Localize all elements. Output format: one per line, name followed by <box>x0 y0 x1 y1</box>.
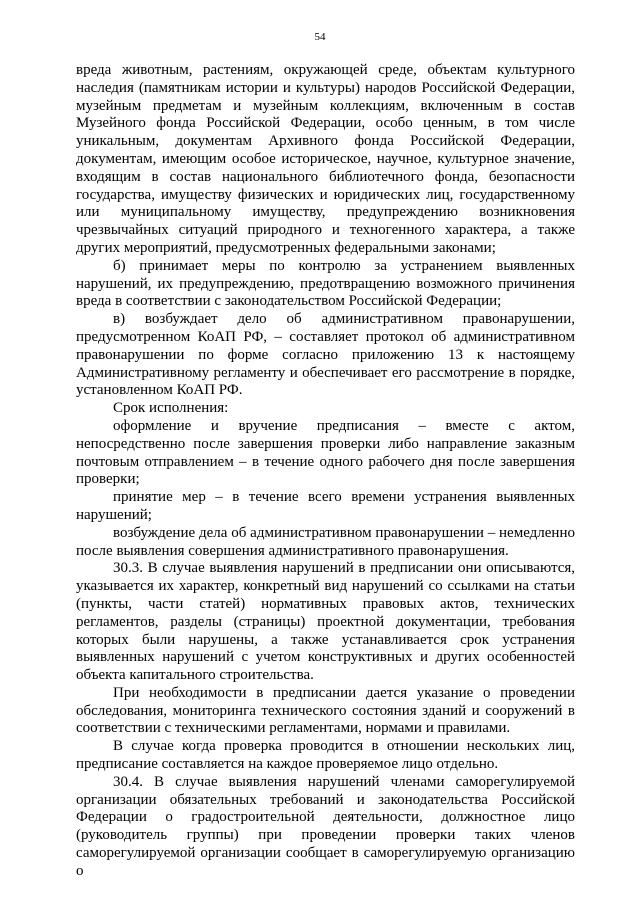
paragraph-multiple-persons: В случае когда проверка проводится в отношении нескольких лиц, предписание составляется на каждое проверяемое лицо отдельно. <box>76 738 575 773</box>
paragraph-inspection-note: При необходимости в предписании дается указание о проведении обследования, мониторинга технического состояния зданий и сооружений в соответствии с техническими регламентами, нормами и правилами. <box>76 684 575 737</box>
page-number: 54 <box>314 31 326 43</box>
paragraph-30-3: 30.3. В случае выявления нарушений в предписании они описываются, указывается их характер, конкретный вид нарушений со ссылками на статьи (пункты, части статей) нормативных правовых актов, технических регламентов, разделы (страницы) проектной документации, требования которых были нарушены, а также устанавливается срок устранения выявленных нарушений с учетом конструктивных и других особенностей объекта капитального строительства. <box>76 560 575 684</box>
paragraph-deadline-heading: Срок исполнения: <box>113 400 229 417</box>
paragraph-item-b: б) принимает меры по контролю за устранением выявленных нарушений, их предупреждению, предотвращению возможного причинения вреда в соответствии с законодательством Российской Федерации; <box>76 257 575 310</box>
paragraph-deadline-case: возбуждение дела об административном правонарушении – немедленно после выявления совершения административного правонарушения. <box>76 524 575 559</box>
paragraph-continuation: вреда животным, растениям, окружающей среде, объектам культурного наследия (памятникам истории и культуры) народов Российской Федерации, музейным предметам и музейным коллекциям, включенным в состав Музейного фонда Российской Федерации, особо ценным, в том числе уникальным, документам Архивного фонда Российской Федерации, документам, имеющим особое историческое, научное, культурное значение, входящим в состав национального библиотечного фонда, безопасности государства, имуществу физических и юридических лиц, государственному или муниципальному имуществу, предупреждению возникновения чрезвычайных ситуаций природного и техногенного характера, а также других мероприятий, предусмотренных федеральными законами; <box>76 62 575 256</box>
paragraph-item-v: в) возбуждает дело об административном правонарушении, предусмотренном КоАП РФ, – составляет протокол об административном правонарушении по форме согласно приложению 13 к настоящему Административному регламенту и обеспечивает его рассмотрение в порядке, установленном КоАП РФ. <box>76 311 575 399</box>
paragraph-deadline-measures: принятие мер – в течение всего времени устранения выявленных нарушений; <box>76 489 575 523</box>
paragraph-deadline-prescription: оформление и вручение предписания – вместе с актом, непосредственно после завершения проверки либо направление заказным почтовым отправлением – в течение одного рабочего дня после завершения проверки; <box>76 417 575 488</box>
document-body <box>76 62 575 881</box>
paragraph-30-4: 30.4. В случае выявления нарушений членами саморегулируемой организации обязательных требований и законодательства Российской Федерации о градостроительной деятельности, должностное лицо (руководитель группы) при проведении проверки таких членов саморегулируемой организации сообщает в саморегулируемую организацию о <box>76 773 575 879</box>
